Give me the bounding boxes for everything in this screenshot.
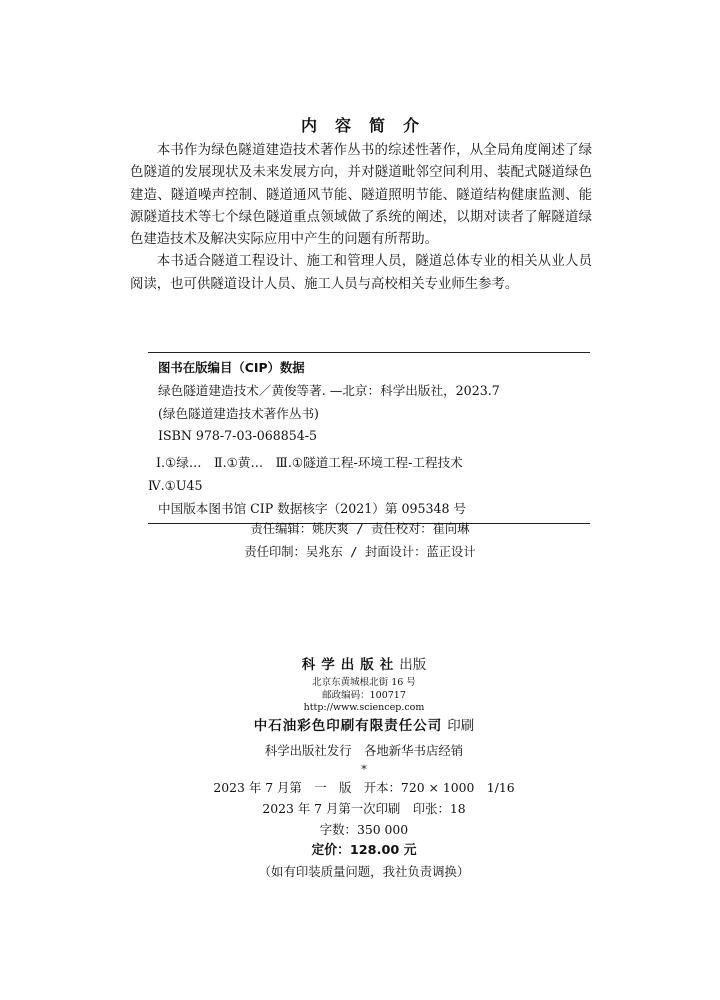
credits-production: 责任印制：吴兆东 / 封面设计：蓝正设计 bbox=[244, 545, 476, 559]
publisher-suffix: 出版 bbox=[399, 657, 427, 673]
publisher-line bbox=[0, 652, 720, 677]
abstract-title: 内容简介 bbox=[300, 116, 437, 135]
separator-star: * bbox=[361, 762, 367, 776]
cip-classification-1: Ⅰ.①绿… Ⅱ.①黄… Ⅲ.①隧道工程-环境工程-工程技术 bbox=[156, 455, 463, 471]
abstract-body bbox=[130, 140, 592, 296]
printer-suffix: 印刷 bbox=[447, 717, 475, 734]
credits-editors: 责任编辑：姚庆爽 / 责任校对：崔向琳 bbox=[250, 522, 470, 536]
cip-line-isbn: ISBN 978-7-03-068854-5 bbox=[158, 428, 318, 444]
price-line: 定价：128.00 元 bbox=[311, 842, 417, 858]
word-count-line: 字数：350 000 bbox=[319, 821, 409, 837]
cip-line-title-author: 绿色隧道建造技术／黄俊等著. —北京：科学出版社，2023.7 bbox=[158, 382, 500, 398]
publisher-name: 科学出版社 bbox=[301, 657, 400, 673]
quality-notice: （如有印装质量问题，我社负责调换） bbox=[258, 863, 470, 879]
cip-record-number: 中国版本图书馆 CIP 数据核字（2021）第 095348 号 bbox=[158, 500, 467, 516]
cip-block bbox=[148, 352, 590, 524]
cip-line-series: (绿色隧道建造技术著作丛书) bbox=[158, 405, 319, 421]
printer-name: 中石油彩色印刷有限责任公司 bbox=[253, 717, 443, 734]
edition-line: 2023 年 7 月第 一 版 开本：720 × 1000 1/16 bbox=[213, 779, 515, 795]
publisher-postcode: 邮政编码：100717 bbox=[322, 689, 406, 701]
publisher-url: http://www.sciencep.com bbox=[303, 702, 425, 713]
credits-block bbox=[0, 518, 720, 564]
printer-line bbox=[0, 715, 720, 736]
publisher-address: 北京东黄城根北街 16 号 bbox=[312, 677, 416, 688]
distribution-line: 科学出版社发行 各地新华书店经销 bbox=[264, 742, 464, 758]
abstract-paragraph-2: 本书适合隧道工程设计、施工和管理人员，隧道总体专业的相关从业人员阅读，也可供隧道设计人员、施工人员与高校相关专业师生参考。 bbox=[130, 254, 592, 292]
cip-title: 图书在版编目（CIP）数据 bbox=[158, 360, 305, 375]
printing-line: 2023 年 7 月第一次印刷 印张：18 bbox=[262, 800, 466, 816]
abstract-paragraph-1: 本书作为绿色隧道建造技术著作丛书的综述性著作，从全局角度阐述了绿色隧道的发展现状及未来发展方向，并对隧道毗邻空间利用、装配式隧道绿色建造、隧道噪声控制、隧道通风节能、隧道照明节能、隧道结构健康监测、能源隧道技术等七个绿色隧道重点领域做了系统的阐述，以期对读者了解隧道绿色建造技术及解决实际应用中产生的问题有所帮助。 bbox=[130, 143, 592, 248]
publisher-block bbox=[0, 652, 720, 882]
cip-classification-2: Ⅳ.①U45 bbox=[148, 477, 203, 493]
